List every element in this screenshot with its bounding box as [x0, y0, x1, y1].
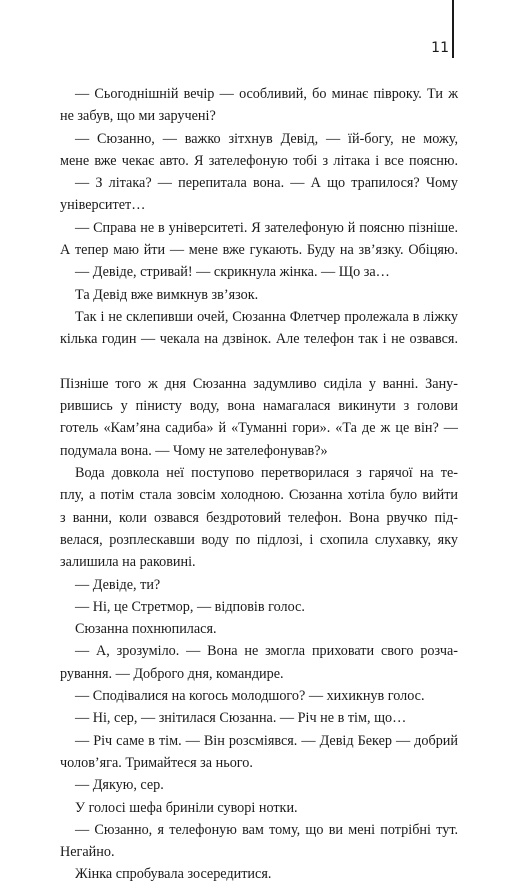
text-line: з ванни, коли озвався бездротовий телефон. Вона рвучко під-	[60, 509, 458, 526]
text-line: — Сюзанно, — важко зітхнув Девід, — їй-богу, не можу,	[75, 130, 458, 147]
text-line: У голосі шефа бриніли суворі нотки.	[75, 799, 298, 816]
body-text	[60, 83, 458, 886]
text-line: залишила на раковині.	[60, 554, 196, 571]
text-line: Так і не склепивши очей, Сюзанна Флетчер пролежала в ліжку	[75, 308, 458, 325]
page-rule	[452, 0, 454, 58]
text-line: плу, а потім стала зовсім холодною. Сюзанна хотіла було вийти	[60, 487, 458, 504]
text-line: не забув, що ми заручені?	[60, 108, 216, 125]
page-number: 11	[431, 40, 449, 56]
text-line: — Річ саме в тім. — Він розсміявся. — Девід Бекер — добрий	[75, 732, 458, 749]
text-line: — Сюзанно, я телефоную вам тому, що ви мені потрібні тут.	[75, 821, 458, 838]
text-line: рування. — Доброго дня, командире.	[60, 665, 284, 682]
text-line: подумала вона. — Чому не зателефонував?»	[60, 442, 328, 459]
text-line: чолов’яга. Тримайтеся за нього.	[60, 754, 253, 771]
text-line: велася, розплескавши воду по підлозі, і схопила слухавку, яку	[60, 531, 458, 548]
text-line: — З літака? — перепитала вона. — А що трапилося? Чому	[75, 175, 458, 192]
text-line: — Ні, це Стретмор, — відповів голос.	[75, 598, 305, 615]
text-line: — Ні, сер, — знітилася Сюзанна. — Річ не в тім, що…	[75, 710, 407, 727]
text-line: Та Девід вже вимкнув зв’язок.	[75, 286, 259, 303]
text-line: — Сподівалися на когось молодшого? — хихикнув голос.	[75, 688, 425, 705]
text-line: — Справа не в університеті. Я зателефоную й поясню пізніше.	[75, 219, 458, 236]
text-line: — Девіде, ти?	[75, 576, 161, 593]
text-line: — А, зрозуміло. — Вона не змогла приховати свого розча-	[75, 643, 458, 660]
text-line: Пізніше того ж дня Сюзанна задумливо сиділа у ванні. Зану-	[60, 375, 458, 392]
text-line: — Сьогоднішній вечір — особливий, бо минає півроку. Ти ж	[75, 86, 458, 102]
text-line: Негайно.	[60, 844, 115, 861]
text-line: А тепер маю йти — мене вже гукають. Буду на зв’язку. Обіцяю.	[60, 242, 458, 259]
text-line: — Дякую, сер.	[75, 777, 164, 794]
text-line: мене вже чекає авто. Я зателефоную тобі з літака і все поясню.	[60, 152, 458, 169]
text-line: рившись у пінисту воду, вона намагалася викинути з голови	[60, 398, 458, 415]
text-line: Сюзанна похнюпилася.	[75, 621, 217, 638]
text-line: Жінка спробувала зосередитися.	[75, 866, 272, 883]
text-line: кілька годин — чекала на дзвінок. Але телефон так і не озвався.	[60, 331, 458, 348]
section-break	[60, 351, 458, 373]
text-line: університет…	[60, 197, 146, 214]
text-line: Вода довкола неї поступово перетворилася з гарячої на те-	[75, 465, 458, 482]
text-line: — Девіде, стривай! — скрикнула жінка. — Що за…	[75, 264, 390, 281]
text-line: готель «Кам’яна садиба» й «Туманні гори». «Та де ж це він? —	[60, 420, 458, 437]
